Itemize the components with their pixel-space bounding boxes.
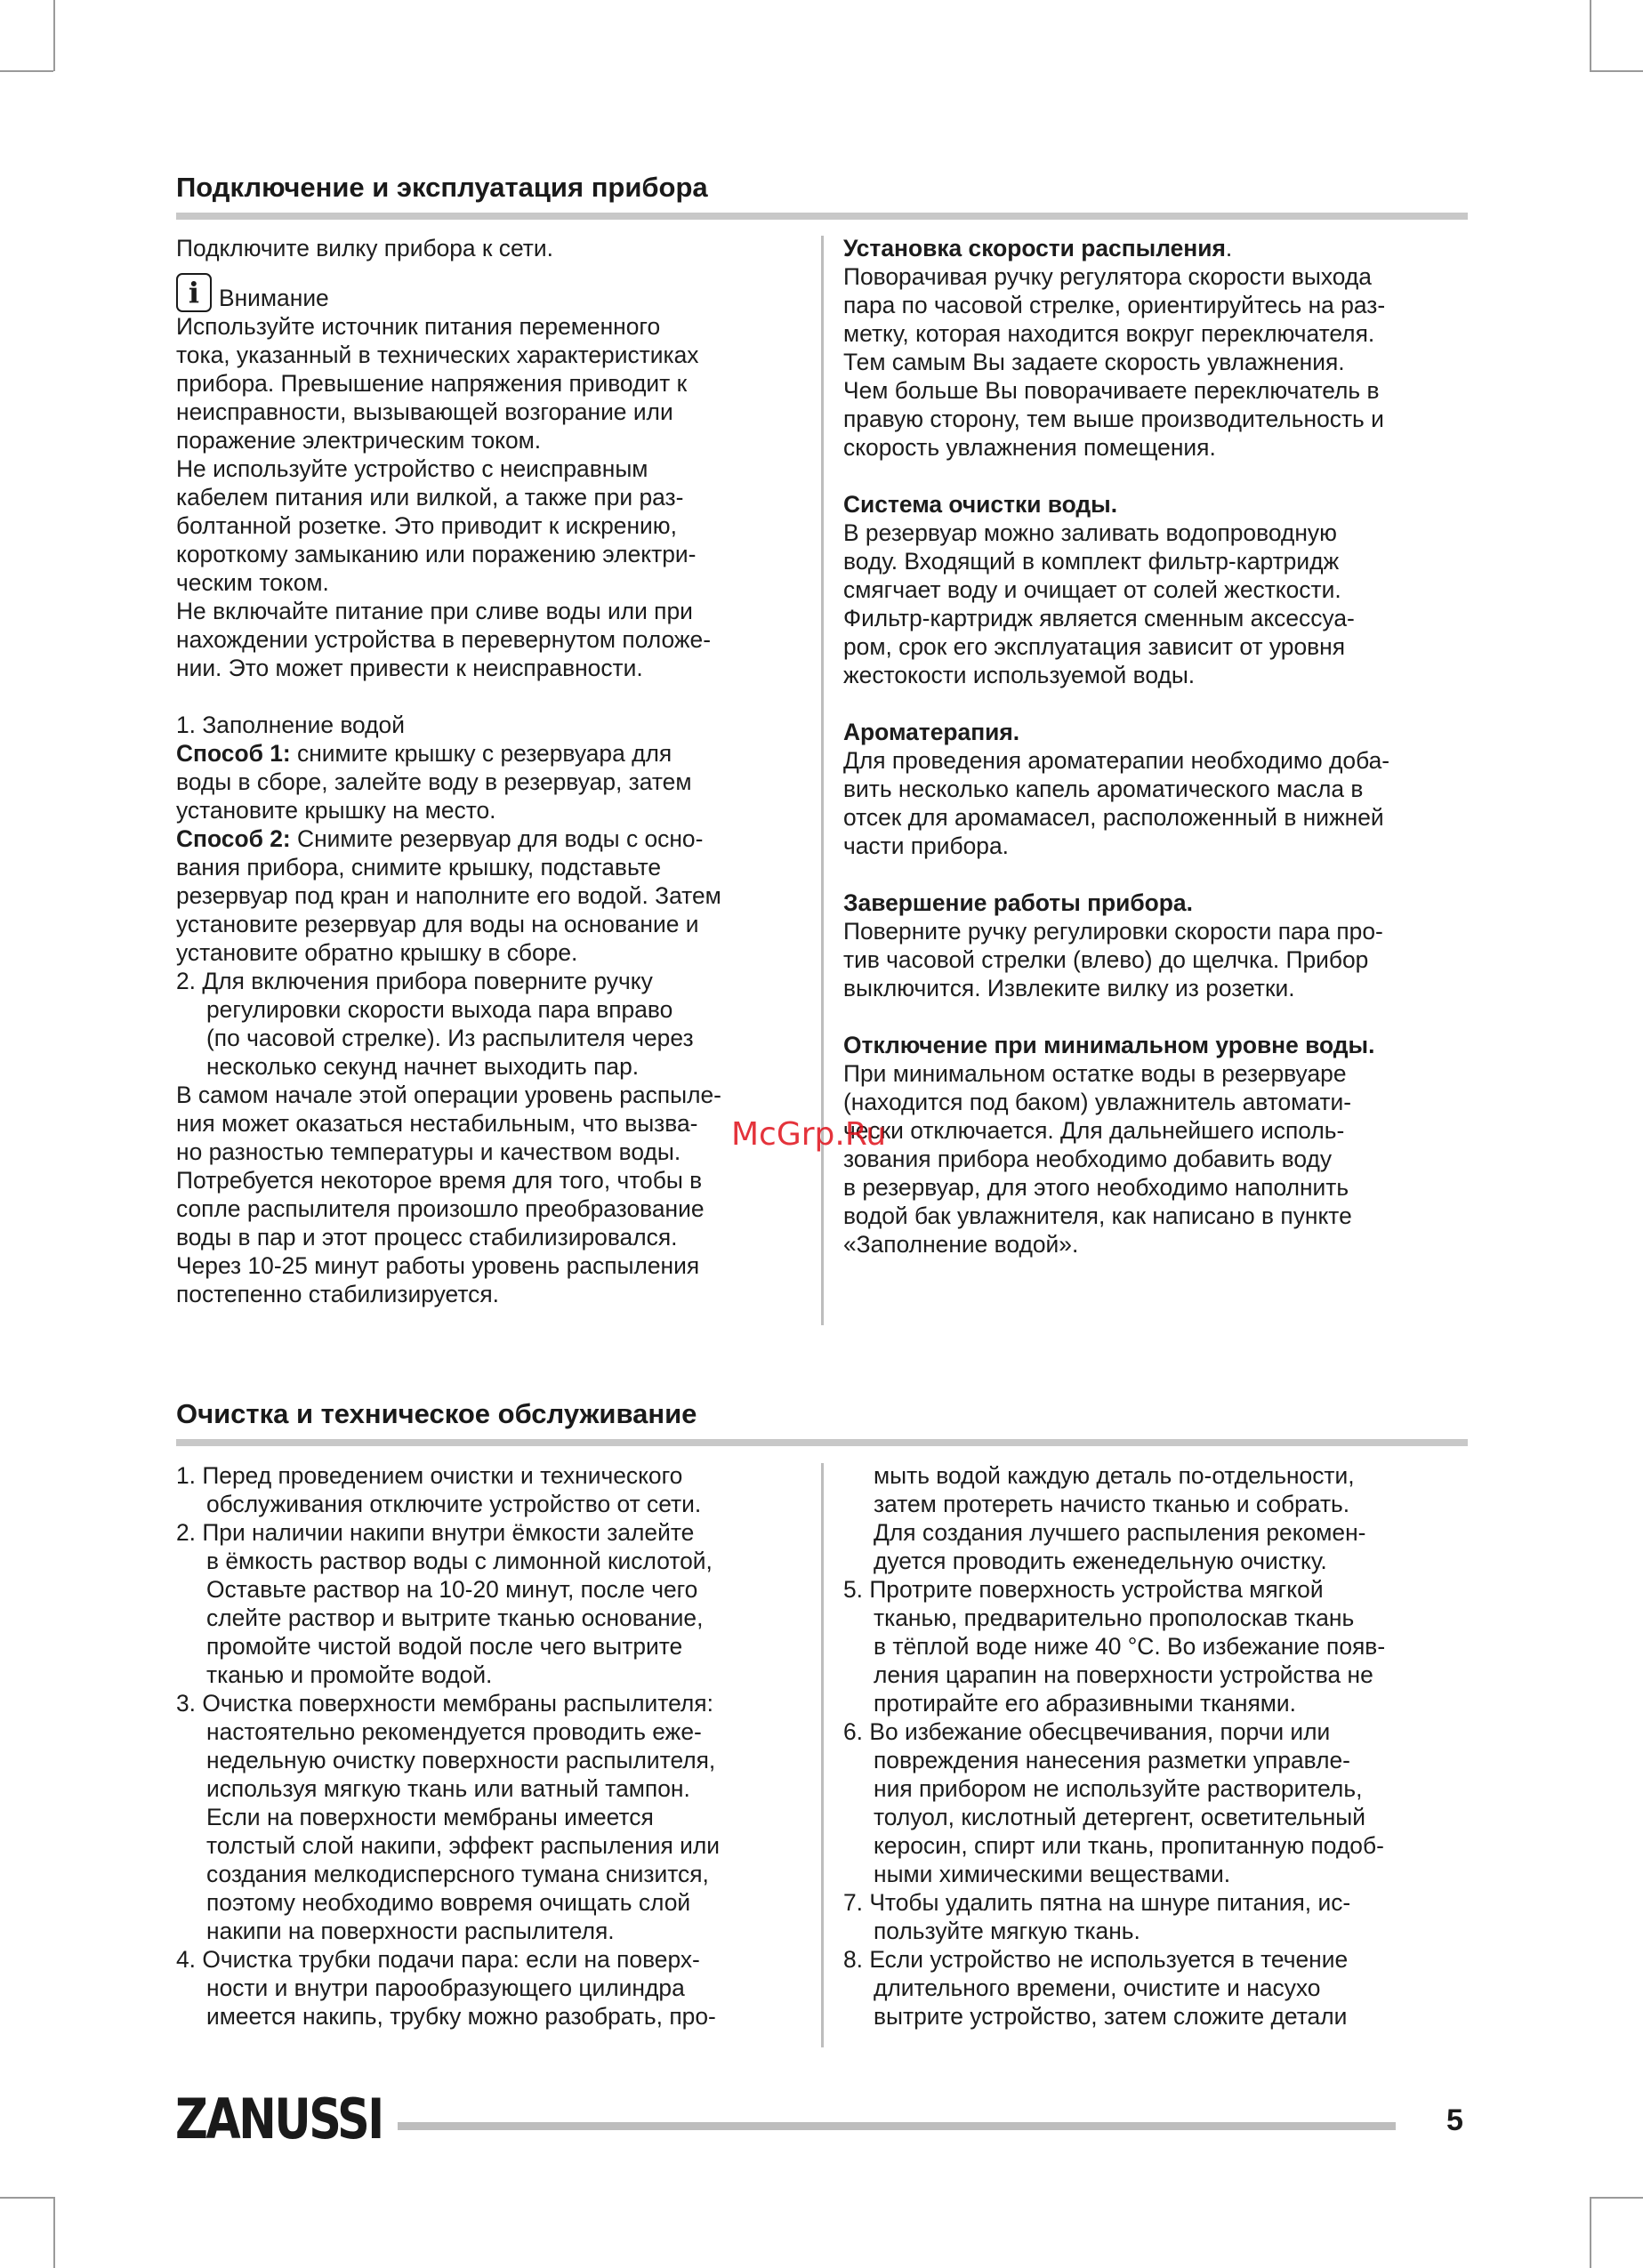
crop-mark xyxy=(1590,2197,1591,2268)
crop-mark xyxy=(53,0,55,71)
crop-mark xyxy=(1590,2197,1643,2199)
speed-title: Установка скорости распыления xyxy=(843,235,1226,261)
list-item-line: 3. Очистка поверхности мембраны распылителя: xyxy=(176,1690,713,1717)
text-line: установите резервуар для воды на основание и xyxy=(176,911,699,937)
list-item-line: Если на поверхности мембраны имеется xyxy=(206,1804,654,1830)
list-item-line: 2. При наличии накипи внутри ёмкости залейте xyxy=(176,1519,695,1546)
footer-bar xyxy=(398,2122,1396,2130)
step-2-line: (по часовой стрелке). Из распылителя через xyxy=(206,1025,694,1051)
info-icon: i xyxy=(176,273,212,312)
speed-title-suffix: . xyxy=(1225,235,1233,261)
fill-heading: 1. Заполнение водой xyxy=(176,712,405,738)
method-1-text: снимите крышку с резервуара для xyxy=(290,740,673,767)
list-item-line: Оставьте раствор на 10-20 минут, после чего xyxy=(206,1576,698,1603)
finish-title xyxy=(843,889,1484,917)
text-line: Поверните ручку регулировки скорости пара про- xyxy=(843,918,1383,945)
text-line: ром, срок его эксплуатация зависит от уровня xyxy=(843,633,1346,660)
text-line: Потребуется некоторое время для того, чтобы в xyxy=(176,1167,703,1194)
text-line: воду. Входящий в комплект фильтр-картридж xyxy=(843,548,1340,575)
text-line: Используйте источник питания переменного xyxy=(176,313,661,340)
list-item-line: повреждения нанесения разметки управле- xyxy=(874,1747,1350,1773)
method-1-line xyxy=(176,739,817,768)
brand-logo: ZANUSSI xyxy=(175,2087,383,2151)
text-line: части прибора. xyxy=(843,832,1009,859)
text-line: ческим током. xyxy=(176,569,329,596)
text-line: вания прибора, снимите крышку, подставьте xyxy=(176,854,662,881)
text-line: кабелем питания или вилкой, а также при раз- xyxy=(176,484,684,511)
list-item-line: вытрите устройство, затем сложите детали xyxy=(874,2003,1348,2030)
text-line: отсек для аромамасел, расположенный в нижней xyxy=(843,804,1384,831)
list-item-line: в тёплой воде ниже 40 °С. Во избежание появ- xyxy=(874,1633,1386,1660)
text-line: короткому замыканию или поражению электри- xyxy=(176,541,697,567)
text-line: Чем больше Вы поворачиваете переключатель в xyxy=(843,377,1380,404)
list-item-line: промойте чистой водой после чего вытрите xyxy=(206,1633,683,1660)
list-item-line: толуол, кислотный детергент, осветительный xyxy=(874,1804,1366,1830)
operation-right-column xyxy=(843,234,1484,1259)
text-line: прибора. Превышение напряжения приводит к xyxy=(176,370,688,397)
text-line: установите крышку на место. xyxy=(176,797,496,824)
list-item-line: 5. Протрите поверхность устройства мягкой xyxy=(843,1576,1324,1603)
list-item-line: поэтому необходимо вовремя очищать слой xyxy=(206,1889,691,1916)
text-line: чески отключается. Для дальнейшего исполь- xyxy=(843,1117,1345,1144)
list-item-line: дуется проводить еженедельную очистку. xyxy=(874,1548,1327,1574)
text-line: неисправности, вызывающей возгорание или xyxy=(176,398,673,425)
text-line: постепенно стабилизируется. xyxy=(176,1281,499,1307)
text-line: воды в пар и этот процесс стабилизировался. xyxy=(176,1224,678,1251)
list-item-line: создания мелкодисперсного тумана снизится, xyxy=(206,1861,709,1887)
column-divider xyxy=(821,1463,824,2047)
text-line: но разностью температуры и качеством воды. xyxy=(176,1138,681,1165)
section-title-operation xyxy=(176,172,1468,220)
text-line: В самом начале этой операции уровень распыле- xyxy=(176,1082,721,1108)
list-item-line: имеется накипь, трубку можно разобрать, про- xyxy=(206,2003,716,2030)
list-item-line: 1. Перед проведением очистки и технического xyxy=(176,1462,683,1489)
text-line: в резервуар, для этого необходимо наполнить xyxy=(843,1174,1349,1201)
list-item-line: тканью, предварительно прополоскав ткань xyxy=(874,1604,1355,1631)
text-line: поражение электрическим током. xyxy=(176,427,542,454)
list-item-line: ления царапин на поверхности устройства не xyxy=(874,1661,1373,1688)
list-item-line: ности и внутри парообразующего цилиндра xyxy=(206,1974,685,2001)
warning-label: Внимание xyxy=(219,285,329,311)
list-item-line: длительного времени, очистите и насухо xyxy=(874,1974,1321,2001)
text-line: Фильтр-картридж является сменным аксессуа- xyxy=(843,605,1355,631)
step-2-line: регулировки скорости выхода пара вправо xyxy=(206,996,673,1023)
text-line: болтанной розетке. Это приводит к искрению, xyxy=(176,512,677,539)
warning-header xyxy=(176,262,817,312)
text-line: В резервуар можно заливать водопроводную xyxy=(843,519,1337,546)
text-line: метку, которая находится вокруг переключателя. xyxy=(843,320,1375,347)
text-line: Для проведения ароматерапии необходимо доба- xyxy=(843,747,1390,774)
list-item-line: протирайте его абразивными тканями. xyxy=(874,1690,1296,1717)
watermark: McGrp.Ru xyxy=(731,1116,887,1153)
text-line: вить несколько капель ароматического масла в xyxy=(843,776,1364,802)
clean-title xyxy=(843,490,1484,519)
text-line: Через 10-25 минут работы уровень распыления xyxy=(176,1252,700,1279)
section-title-maintenance xyxy=(176,1398,1468,1446)
list-item-line: 6. Во избежание обесцвечивания, порчи или xyxy=(843,1718,1331,1745)
list-item-line: накипи на поверхности распылителя. xyxy=(206,1918,615,1944)
operation-left-column xyxy=(176,234,817,1308)
crop-mark xyxy=(1590,70,1643,72)
shutoff-title-text: Отключение при минимальном уровне воды. xyxy=(843,1032,1375,1058)
list-item-line: толстый слой накипи, эффект распыления или xyxy=(206,1832,721,1859)
list-item-line: Для создания лучшего распыления рекомен- xyxy=(874,1519,1366,1546)
text-line: (находится под баком) увлажнитель автомати- xyxy=(843,1089,1352,1115)
list-item-line: ния прибором не используйте растворитель, xyxy=(874,1775,1363,1802)
maintenance-right-column xyxy=(843,1461,1484,2031)
shutoff-title xyxy=(843,1031,1484,1059)
text-line: Не включайте питание при сливе воды или при xyxy=(176,598,693,624)
text-line: резервуар под кран и наполните его водой. Затем xyxy=(176,882,721,909)
text-line: пара по часовой стрелке, ориентируйтесь на раз- xyxy=(843,292,1386,318)
warning-text xyxy=(176,312,817,682)
text-line: выключится. Извлеките вилку из розетки. xyxy=(843,975,1295,1001)
crop-mark xyxy=(0,2197,53,2199)
section-title-text: Подключение и эксплуатация прибора xyxy=(176,172,708,203)
text-line: сопле распылителя произошло преобразование xyxy=(176,1195,705,1222)
text-line: нии. Это может привести к неисправности. xyxy=(176,655,643,681)
aroma-title xyxy=(843,718,1484,746)
list-item-line: 4. Очистка трубки подачи пара: если на поверх- xyxy=(176,1946,700,1973)
list-item-line: используя мягкую ткань или ватный тампон. xyxy=(206,1775,690,1802)
method-2-line xyxy=(176,824,817,853)
section-title-text: Очистка и техническое обслуживание xyxy=(176,1398,697,1429)
list-item-line: 7. Чтобы удалить пятна на шнуре питания, ис- xyxy=(843,1889,1351,1916)
text-line: При минимальном остатке воды в резервуаре xyxy=(843,1060,1347,1087)
finish-title-text: Завершение работы прибора. xyxy=(843,889,1193,916)
list-item-line: в ёмкость раствор воды с лимонной кислотой, xyxy=(206,1548,713,1574)
text-line: Не используйте устройство с неисправным xyxy=(176,455,648,482)
intro-text: Подключите вилку прибора к сети. xyxy=(176,235,553,261)
text-line: зования прибора необходимо добавить воду xyxy=(843,1146,1333,1172)
list-item-line: обслуживания отключите устройство от сети. xyxy=(206,1491,702,1517)
list-item-line: мыть водой каждую деталь по-отдельности, xyxy=(874,1462,1355,1489)
aroma-title-text: Ароматерапия. xyxy=(843,719,1020,745)
text-line: Поворачивая ручку регулятора скорости выхода xyxy=(843,263,1372,290)
text-line: жестокости используемой воды. xyxy=(843,662,1196,688)
crop-mark xyxy=(1590,0,1591,71)
speed-title-line xyxy=(843,234,1484,262)
column-divider xyxy=(821,236,824,1325)
text-line: нахождении устройства в перевернутом положе- xyxy=(176,626,711,653)
method-1-label: Способ 1: xyxy=(176,740,291,767)
text-line: «Заполнение водой». xyxy=(843,1231,1079,1258)
list-item-line: настоятельно рекомендуется проводить еже- xyxy=(206,1718,702,1745)
crop-mark xyxy=(53,2197,55,2268)
text-line: правую сторону, тем выше производительность и xyxy=(843,406,1384,432)
text-line: скорость увлажнения помещения. xyxy=(843,434,1216,461)
step-2-line: несколько секунд начнет выходить пар. xyxy=(206,1053,640,1080)
text-line: смягчает воду и очищает от солей жесткости. xyxy=(843,576,1341,603)
step-2-line: 2. Для включения прибора поверните ручку xyxy=(176,968,653,994)
list-item-line: затем протереть начисто тканью и собрать. xyxy=(874,1491,1350,1517)
text-line: установите обратно крышку в сборе. xyxy=(176,939,578,966)
clean-title-text: Система очистки воды. xyxy=(843,491,1118,518)
method-2-label: Способ 2: xyxy=(176,825,291,852)
text-line: тив часовой стрелки (влево) до щелчка. Прибор xyxy=(843,946,1369,973)
page-number: 5 xyxy=(1446,2103,1463,2137)
list-item-line: недельную очистку поверхности распылителя, xyxy=(206,1747,716,1773)
text-line: Тем самым Вы задаете скорость увлажнения. xyxy=(843,349,1345,375)
list-item-line: 8. Если устройство не используется в течение xyxy=(843,1946,1349,1973)
list-item-line: пользуйте мягкую ткань. xyxy=(874,1918,1140,1944)
maintenance-left-column xyxy=(176,1461,817,2031)
text-line: водой бак увлажнителя, как написано в пункте xyxy=(843,1202,1352,1229)
list-item-line: слейте раствор и вытрите тканью основание, xyxy=(206,1604,704,1631)
list-item-line: керосин, спирт или ткань, пропитанную подоб- xyxy=(874,1832,1384,1859)
list-item-line: ными химическими веществами. xyxy=(874,1861,1231,1887)
text-line: тока, указанный в технических характеристиках xyxy=(176,342,699,368)
text-line: ния может оказаться нестабильным, что вызва- xyxy=(176,1110,698,1137)
text-line: воды в сборе, залейте воду в резервуар, затем xyxy=(176,768,692,795)
crop-mark xyxy=(0,70,53,72)
list-item-line: тканью и промойте водой. xyxy=(206,1661,493,1688)
method-2-text: Снимите резервуар для воды с осно- xyxy=(290,825,704,852)
